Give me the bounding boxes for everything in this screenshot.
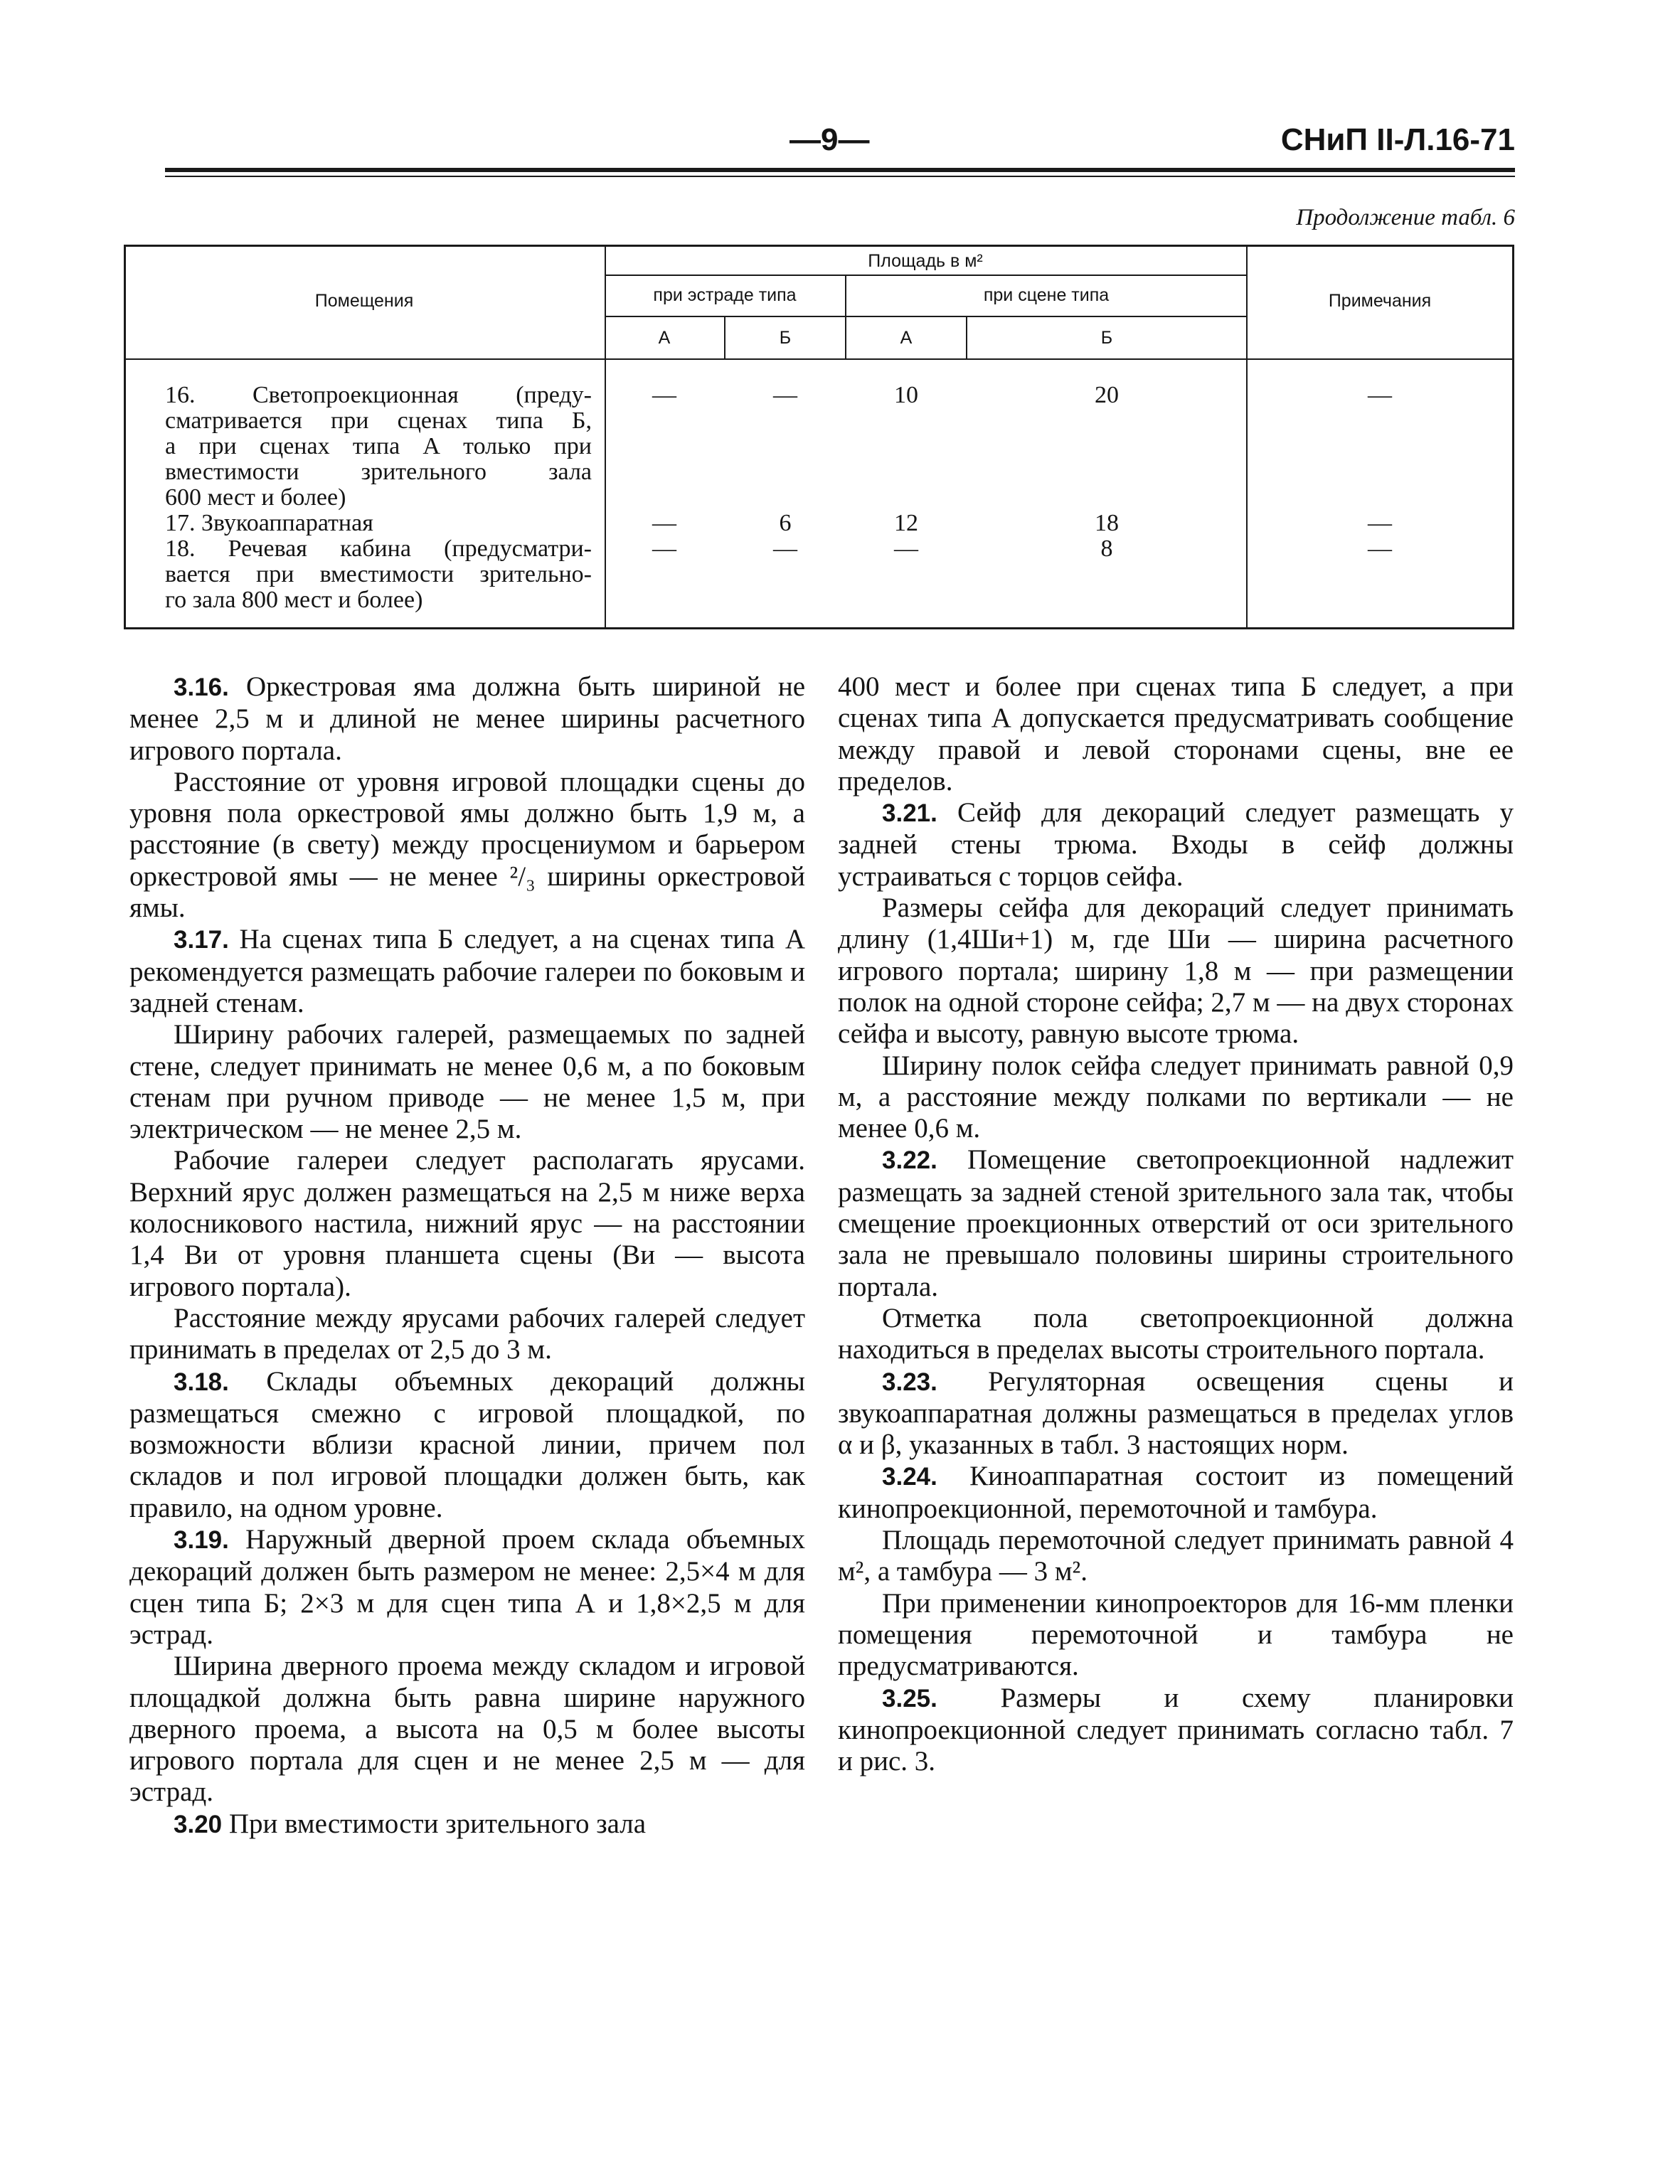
cell-estrada-b: — (773, 536, 797, 562)
room-line: 18. Речевая кабина (предусматри- (165, 536, 592, 562)
header-rule (165, 168, 1515, 172)
cell-notes: — (1368, 536, 1392, 562)
cell-estrada-b: 6 (779, 510, 792, 536)
paragraph-text: Киноаппаратная состоит из помещений кинопроекционной, перемоточной и тамбура. (838, 1461, 1514, 1524)
paragraph-text: На сценах типа Б следует, а на сценах типа А рекомендуется размещать рабочие галереи по боковым и задней стенам. (129, 924, 805, 1018)
header-rooms: Помещения (314, 291, 414, 311)
area-table (124, 245, 1514, 630)
paragraph-text: Регуляторная освещения сцены и звукоаппаратная должны размещаться в пределах углов α и β, указанных в табл. 3 настоящих норм. (838, 1365, 1514, 1461)
room-line: вается при вместимости зрительно- (165, 561, 592, 587)
table-header-rule (605, 275, 1246, 276)
room-line: а при сценах типа А только при (165, 433, 592, 459)
cell-notes: — (1368, 510, 1392, 536)
cell-estrada-a: — (652, 382, 676, 408)
paragraph-text: Размеры и схему планировки кинопроекционной следует принимать согласно табл. 7 и рис. 3. (838, 1682, 1514, 1777)
header-rule-thin (165, 176, 1515, 177)
header-estrada: при эстраде типа (653, 285, 797, 305)
cell-stage-a: — (894, 536, 918, 562)
header-area: Площадь в м² (868, 251, 983, 271)
cell-estrada-a: — (652, 510, 676, 536)
room-line: го зала 800 мест и более) (165, 587, 423, 613)
paragraph (838, 1683, 1514, 1778)
clause-number: 3.23. (882, 1368, 937, 1396)
paragraph-text: Сейф для декораций следует размещать у задней стены трюма. Входы в сейф должны устраиваться с торцов сейфа. (838, 797, 1514, 892)
paragraph (838, 1050, 1514, 1145)
paragraph-text: При применении кинопроекторов для 16-мм пленки помещения перемоточной и тамбура не предусматриваются. (838, 1587, 1514, 1682)
clause-number: 3.25. (882, 1684, 937, 1712)
paragraph-text: Расстояние от уровня игровой площадки сцены до уровня пола оркестровой ямы должно быть 1,9 м, а расстояние (в свету) между просцениумом и барьером оркестровой ямы — не менее ²/₃ ширины оркестровой ямы. (129, 766, 805, 924)
paragraph-text: Размеры сейфа для декораций следует принимать длину (1,4Ши+1) м, где Ши — ширина расчетного игрового портала; ширину 1,8 м — при размещении полок на одной стороне сейфа; 2,7 м — на двух сторонах сейфа и высоту, равную высоте трюма. (838, 893, 1514, 1050)
paragraph-text: Оркестровая яма должна быть шириной не менее 2,5 м и длиной не менее ширины расчетного игрового портала. (129, 671, 806, 766)
room-line: вместимости зрительного зала (165, 459, 592, 485)
room-line: 16. Светопроекционная (преду- (165, 382, 592, 408)
clause-number: 3.16. (174, 673, 229, 701)
paragraph (129, 767, 805, 924)
paragraph-text: Ширину полок сейфа следует принимать равной 0,9 м, а расстояние между полками по вертикали — не менее 0,6 м. (838, 1050, 1514, 1144)
table-header-bottom (124, 358, 1514, 360)
paragraph (129, 1303, 805, 1366)
paragraph (129, 1366, 805, 1524)
header-estrada-b: Б (779, 328, 792, 348)
paragraph-text: Площадь перемоточной следует принимать равной 4 м², а тамбура — 3 м². (838, 1525, 1514, 1587)
clause-number: 3.22. (882, 1146, 937, 1175)
clause-number: 3.20 (174, 1810, 223, 1838)
paragraph (129, 1809, 805, 1841)
paragraph-text: Ширина дверного проема между складом и игровой площадкой должна быть равна ширине наружного дверного проема, а высота на 0,5 м более высоты игрового портала для сцен и не менее 2,5 м — для эстрад. (129, 1651, 805, 1808)
table-row-18-room (165, 536, 592, 613)
cell-stage-b: 18 (1095, 510, 1119, 536)
table-continuation-caption: Продолжение табл. 6 (1296, 205, 1515, 230)
table-bottom-border (124, 627, 1514, 629)
paragraph (129, 1145, 805, 1302)
paragraph-text: Склады объемных декораций должны размещаться смежно с игровой площадкой, по возможности вблизи красной линии, причем пол складов и пол игровой площадки должен быть, как правило, на одном уровне. (129, 1365, 806, 1523)
cell-notes: — (1368, 382, 1392, 408)
paragraph (129, 671, 805, 767)
paragraph-text: Наружный дверной проем склада объемных декораций должен быть размером не менее: 2,5×4 м для сцен типа Б; 2×3 м для сцен типа А и 1,8×2,5 м для эстрад. (129, 1524, 805, 1650)
header-stage-b: Б (1100, 328, 1113, 348)
clause-number: 3.19. (174, 1526, 229, 1555)
paragraph (129, 1019, 805, 1145)
cell-estrada-b: — (773, 382, 797, 408)
paragraph (838, 1461, 1514, 1525)
page-number: —9— (790, 122, 870, 157)
table-top-border (124, 245, 1514, 247)
paragraph (838, 1588, 1514, 1683)
paragraph-text: 400 мест и более при сценах типа Б следует, а при сценах типа А допускается предусматривать сообщение между правой и левой сторонами сцены, вне ее пределов. (838, 671, 1514, 797)
cell-stage-b: 8 (1100, 536, 1113, 562)
paragraph (129, 924, 805, 1019)
paragraph-text: Помещение светопроекционной надлежит размещать за задней стеной зрительного зала так, чтобы смещение проекционных отверстий от оси зрительного зала не превышало половины ширины строительного портала. (838, 1144, 1514, 1302)
cell-stage-a: 10 (894, 382, 918, 408)
cell-estrada-a: — (652, 536, 676, 562)
paragraph (129, 1651, 805, 1808)
paragraph (838, 1303, 1514, 1366)
table-right-border (1512, 245, 1514, 629)
paragraph (838, 1366, 1514, 1461)
clause-number: 3.21. (882, 799, 937, 828)
document-code: СНиП II-Л.16-71 (1280, 122, 1515, 157)
header-stage-a: А (900, 328, 913, 348)
right-text-column (838, 671, 1514, 1777)
paragraph-text: Расстояние между ярусами рабочих галерей следует принимать в пределах от 2,5 до 3 м. (129, 1302, 805, 1365)
paragraph (838, 893, 1514, 1050)
paragraph-text: Отметка пола светопроекционной должна находиться в пределах высоты строительного портала. (838, 1302, 1514, 1365)
table-header-rule (605, 316, 1246, 317)
clause-number: 3.24. (882, 1463, 937, 1491)
header-stage: при сцене типа (983, 285, 1110, 305)
room-line: 17. Звукоаппаратная (165, 510, 373, 536)
cell-stage-a: 12 (894, 510, 918, 536)
clause-number: 3.17. (174, 926, 229, 954)
paragraph (838, 797, 1514, 893)
paragraph (129, 1524, 805, 1651)
left-text-column (129, 671, 805, 1841)
table-row-17-room (165, 511, 592, 536)
table-row-16-room (165, 383, 592, 511)
room-line: сматривается при сценах типа Б, (165, 407, 592, 434)
paragraph (838, 1144, 1514, 1302)
paragraph-text: При вместимости зрительного зала (228, 1808, 647, 1839)
room-line: 600 мест и более) (165, 484, 346, 511)
header-notes: Примечания (1328, 291, 1432, 311)
paragraph (838, 671, 1514, 797)
cell-stage-b: 20 (1095, 382, 1119, 408)
paragraph-text: Ширину рабочих галерей, размещаемых по задней стене, следует принимать не менее 0,6 м, а по боковым стенам при ручном приводе — не менее 1,5 м, при электрическом — не менее 2,5 м. (129, 1019, 805, 1145)
clause-number: 3.18. (174, 1368, 229, 1396)
paragraph-text: Рабочие галереи следует располагать ярусами. Верхний ярус должен размещаться на 2,5 м ниже верха колосникового настила, нижний ярус — на расстоянии 1,4 Ви от уровня планшета сцены (Ви — высота игрового портала). (129, 1145, 805, 1302)
paragraph (838, 1525, 1514, 1588)
header-estrada-a: А (658, 328, 671, 348)
